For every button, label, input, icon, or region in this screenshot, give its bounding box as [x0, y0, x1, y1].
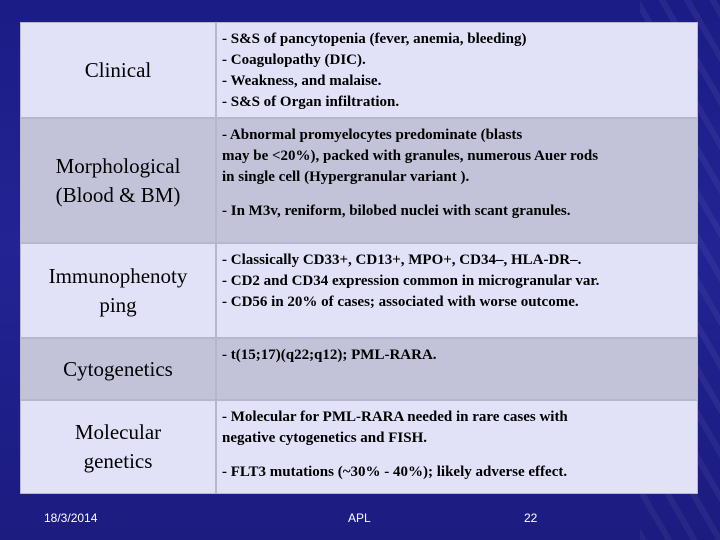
row-content-clinical	[216, 22, 698, 118]
row-header-text: (Blood & BM)	[55, 182, 181, 207]
row-header-morphological	[20, 118, 216, 243]
content-line: - FLT3 mutations (~30% - 40%); likely adverse effect.	[222, 464, 568, 480]
row-header-molecular-genetics	[20, 400, 216, 494]
content-line: - Classically CD33+, CD13+, MPO+, CD34–, HLA-DR–.	[222, 252, 582, 268]
row-content-immunophenotyping	[216, 243, 698, 338]
row-header-clinical	[20, 22, 216, 118]
table-row-molecular-genetics	[20, 400, 698, 494]
content-line: - Molecular for PML-RARA needed in rare cases with	[222, 409, 568, 425]
row-header-text: Immunophenoty	[48, 263, 188, 288]
row-header-immunophenotyping	[20, 243, 216, 338]
row-header-text: genetics	[83, 449, 153, 473]
content-line: - S&S of pancytopenia (fever, anemia, bleeding)	[222, 31, 527, 47]
row-header-text: Molecular	[74, 420, 162, 444]
content-line: - CD2 and CD34 expression common in microgranular var.	[222, 273, 600, 289]
content-line: - t(15;17)(q22;q12); PML-RARA.	[222, 347, 437, 363]
row-header-cytogenetics	[20, 338, 216, 400]
row-content-molecular-genetics	[216, 400, 698, 494]
content-line: - S&S of Organ infiltration.	[222, 94, 400, 110]
content-line: may be <20%), packed with granules, numerous Auer rods	[222, 148, 599, 164]
table-row-morphological	[20, 118, 698, 243]
content-line: - CD56 in 20% of cases; associated with worse outcome.	[222, 294, 579, 310]
footer-title: APL	[348, 511, 371, 525]
content-line: - Weakness, and malaise.	[222, 73, 382, 89]
footer-page-number: 22	[524, 511, 538, 525]
content-line: - Abnormal promyelocytes predominate (blasts	[222, 127, 523, 143]
row-content-cytogenetics	[216, 338, 698, 400]
row-header-text: Clinical	[84, 57, 152, 82]
row-header-text: Morphological	[55, 153, 181, 178]
row-content-morphological	[216, 118, 698, 243]
content-line: - Coagulopathy (DIC).	[222, 52, 366, 68]
content-line: negative cytogenetics and FISH.	[222, 430, 427, 446]
content-line: in single cell (Hypergranular variant ).	[222, 169, 470, 185]
paragraph-spacer	[222, 188, 689, 201]
table-row-clinical	[20, 22, 698, 118]
footer-date: 18/3/2014	[44, 511, 98, 525]
table-row-cytogenetics	[20, 338, 698, 400]
row-header-text: Cytogenetics	[63, 356, 173, 381]
content-line: - In M3v, reniform, bilobed nuclei with scant granules.	[222, 203, 571, 219]
table-row-immunophenotyping	[20, 243, 698, 338]
row-header-text: ping	[99, 292, 137, 317]
paragraph-spacer	[222, 449, 689, 462]
